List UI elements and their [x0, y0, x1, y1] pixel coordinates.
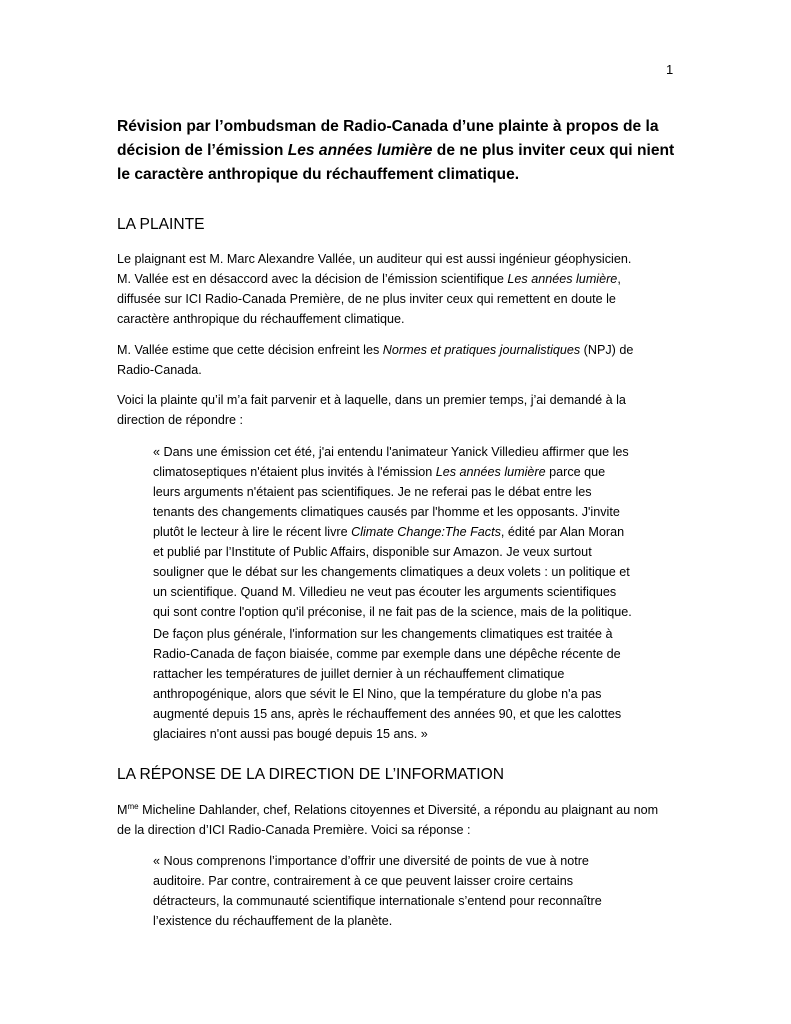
text-line: l’existence du réchauffement de la planète. — [153, 914, 393, 928]
text-line: un scientifique. Quand M. Villedieu ne veut pas écouter les arguments scientifiques — [153, 585, 617, 599]
text-line: caractère anthropique du réchauffement climatique. — [117, 312, 405, 326]
text-line: glaciaires n'ont aussi pas bougé depuis 15 ans. » — [153, 727, 428, 741]
response-quote — [153, 851, 693, 931]
complaint-quote-part2 — [153, 624, 693, 744]
paragraph-npj — [117, 340, 697, 380]
text-line — [153, 522, 693, 542]
text-line: détracteurs, la communauté scientifique internationale s’entend pour reconnaître — [153, 894, 602, 908]
text-line — [153, 462, 693, 482]
text-segment: M — [117, 803, 128, 817]
text-line: leurs arguments n'étaient pas scientifiques. Je ne referai pas le débat entre les — [153, 485, 592, 499]
text-line: direction de répondre : — [117, 413, 244, 427]
title-line: Révision par l’ombudsman de Radio-Canada d’une plainte à propos de la — [117, 118, 659, 135]
title-line — [117, 139, 687, 163]
text-segment: , — [617, 272, 621, 286]
text-segment: M. Vallée est en désaccord avec la décision de l’émission scientifique — [117, 272, 508, 286]
text-segment: Micheline Dahlander, chef, Relations citoyennes et Diversité, a répondu au plaignant au nom — [138, 803, 659, 817]
text-line: Voici la plainte qu’il m’a fait parvenir et à laquelle, dans un premier temps, j’ai demandé à la — [117, 393, 626, 407]
title-text: décision de l’émission — [117, 142, 288, 159]
text-line — [117, 269, 697, 289]
honorific-superscript: me — [127, 802, 139, 811]
standards-name: Normes et pratiques journalistiques — [382, 343, 581, 357]
text-line: augmenté depuis 15 ans, après le réchauffement des années 90, et que les calottes — [153, 707, 622, 721]
text-line: auditoire. Par contre, contrairement à ce que peuvent laisser croire certains — [153, 874, 574, 888]
text-segment: parce que — [545, 465, 606, 479]
program-name: Les années lumière — [435, 465, 546, 479]
text-line: tenants des changements climatiques causés par l'homme et les opposants. J'invite — [153, 505, 620, 519]
text-segment: M. Vallée estime que cette décision enfreint les — [117, 343, 383, 357]
text-segment: (NPJ) de — [580, 343, 634, 357]
document-title — [117, 115, 687, 187]
text-line: souligner que le débat sur les changements climatiques a deux volets : un politique et — [153, 565, 630, 579]
text-line: Radio-Canada. — [117, 363, 202, 377]
text-line: rattacher les températures de juillet dernier à un réchauffement climatique — [153, 667, 565, 681]
text-line: Radio-Canada de façon biaisée, comme par exemple dans une dépêche récente de — [153, 647, 621, 661]
program-name: Les années lumière — [287, 142, 433, 159]
section-heading-response: LA RÉPONSE DE LA DIRECTION DE L’INFORMATION — [117, 766, 505, 783]
text-line: Le plaignant est M. Marc Alexandre Vallée, un auditeur qui est aussi ingénieur géophysicien. — [117, 252, 632, 266]
text-line: « Nous comprenons l’importance d’offrir une diversité de points de vue à notre — [153, 854, 589, 868]
text-segment: , édité par Alan Moran — [500, 525, 625, 539]
text-line: De façon plus générale, l'information sur les changements climatiques est traitée à — [153, 627, 613, 641]
text-segment: plutôt le lecteur à lire le récent livre — [153, 525, 352, 539]
title-text: de ne plus inviter ceux qui nient — [432, 142, 675, 159]
text-line — [117, 340, 697, 360]
section-heading-complaint: LA PLAINTE — [117, 216, 205, 233]
paragraph-response-intro — [117, 800, 697, 840]
paragraph-complaint-intro — [117, 390, 697, 430]
text-line: de la direction d’ICI Radio-Canada Première. Voici sa réponse : — [117, 823, 471, 837]
paragraph-plaintiff — [117, 249, 697, 329]
text-line: qui sont contre l'option qu'il préconise, il ne fait pas de la science, mais de la politique. — [153, 605, 632, 619]
text-line: anthropogénique, alors que sévit le El Nino, que la température du globe n'a pas — [153, 687, 602, 701]
title-line: le caractère anthropique du réchauffement climatique. — [117, 166, 520, 183]
book-title: Climate Change:The Facts — [351, 525, 501, 539]
text-line: et publié par l’Institute of Public Affairs, disponible sur Amazon. Je veux surtout — [153, 545, 592, 559]
complaint-quote-part1 — [153, 442, 693, 622]
page-number: 1 — [666, 62, 674, 77]
text-segment: climatoseptiques n'étaient plus invités à l'émission — [153, 465, 436, 479]
text-line: diffusée sur ICI Radio-Canada Première, de ne plus inviter ceux qui remettent en doute le — [117, 292, 616, 306]
text-line: « Dans une émission cet été, j'ai entendu l'animateur Yanick Villedieu affirmer que les — [153, 445, 629, 459]
program-name: Les années lumière — [507, 272, 618, 286]
text-line — [117, 800, 697, 820]
